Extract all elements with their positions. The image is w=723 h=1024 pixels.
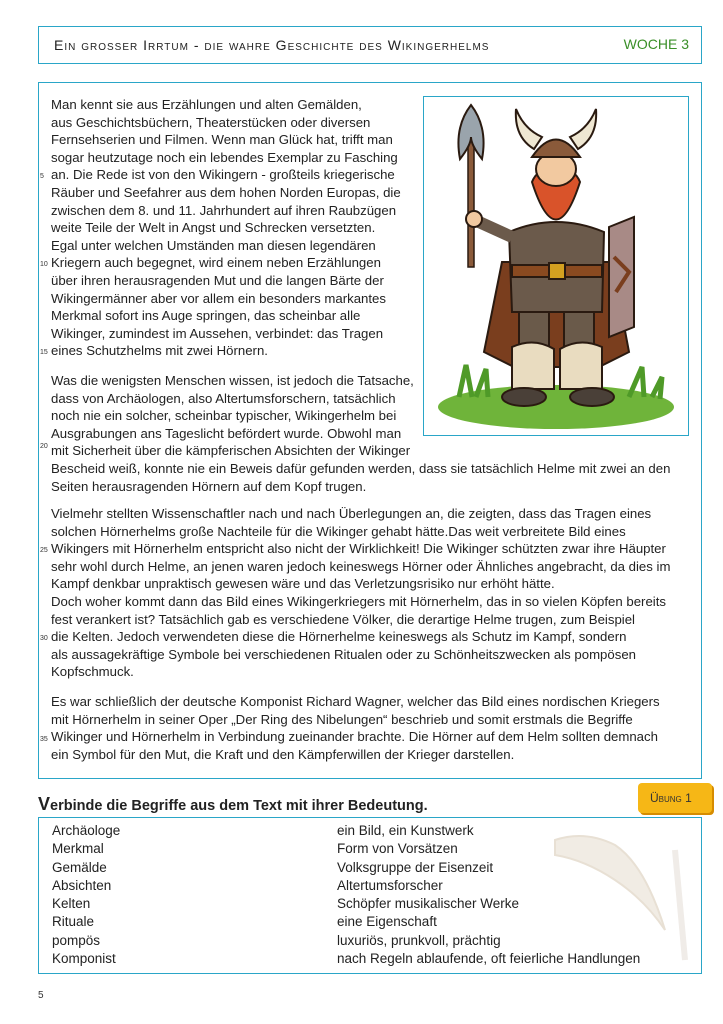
text-line: Doch woher kommt dann das Bild eines Wikingerkriegers mit Hörnerhelm, das in so vielen Köpfen bereits bbox=[51, 593, 666, 609]
text-line: eines Schutzhelms mit zwei Hörnern. bbox=[51, 343, 268, 359]
week-label: WOCHE 3 bbox=[623, 36, 689, 52]
page-title: Ein grosser Irrtum - die wahre Geschichte des Wikingerhelms bbox=[54, 37, 490, 53]
text-line: Ausgrabungen ans Tageslicht befördert wurde. Obwohl man bbox=[51, 425, 402, 441]
text-line: solchen Hörnerhelms große Nachteile für die Wikinger gehabt hätte.Das weit verbreitete Bild eines bbox=[51, 523, 626, 539]
exercise-initial: V bbox=[38, 794, 51, 814]
exercise-instruction-text: erbinde die Begriffe aus dem Text mit ihrer Bedeutung. bbox=[50, 798, 428, 814]
text-line: Fernsehserien und Filmen. Wenn man Glück hat, trifft man bbox=[51, 132, 393, 148]
text-line: mit Sicherheit über die kämpferischen Absichten der Wikinger bbox=[51, 443, 411, 459]
line-number: 30 bbox=[40, 635, 48, 642]
exercise-instruction bbox=[38, 794, 428, 815]
term-item: Absichten bbox=[52, 877, 112, 893]
term-item: pompös bbox=[52, 932, 101, 948]
text-line: sogar heutzutage noch ein lebendes Exemplar zu Fasching bbox=[51, 149, 398, 165]
line-number: 35 bbox=[40, 736, 48, 743]
text-line: dass von Archäologen, also Altertumsforschern, tatsächlich bbox=[51, 390, 396, 406]
text-line: Egal unter welchen Umständen man diesen legendären bbox=[51, 237, 376, 253]
text-line: Kampf denkbar unpraktisch gewesen wäre und das Verletzungsrisiko nur erhöht hätte. bbox=[51, 576, 555, 592]
text-line: Kriegern auch begegnet, wird einem neben Erzählungen bbox=[51, 255, 381, 271]
meaning-item: nach Regeln ablaufende, oft feierliche Handlungen bbox=[337, 951, 641, 967]
term-item: Merkmal bbox=[52, 841, 104, 857]
paragraph-1 bbox=[51, 96, 416, 360]
text-line: zwischen dem 8. und 11. Jahrhundert auf ihren Raubzügen bbox=[51, 202, 397, 218]
meaning-item: Form von Vorsätzen bbox=[337, 841, 458, 857]
text-line: Was die wenigsten Menschen wissen, ist jedoch die Tatsache, bbox=[51, 373, 414, 388]
exercise-badge-label: Übung 1 bbox=[650, 791, 692, 805]
text-line: fest verankert ist? Tatsächlich gab es verschiedene Völker, die derartige Helme trugen, zum Beispiel bbox=[51, 611, 635, 627]
right-horn bbox=[570, 109, 596, 149]
paragraph-4 bbox=[51, 693, 691, 763]
text-line: Bescheid weiß, konnte nie ein Beweis dafür gefunden werden, dass sie tatsächlich Helme mit zwei an den bbox=[51, 460, 671, 476]
title-box bbox=[38, 26, 702, 64]
text-line: Kopfschmuck. bbox=[51, 664, 134, 680]
term-item: Kelten bbox=[52, 896, 91, 912]
text-line: ein Symbol für den Mut, die Kraft und den Kämpferwillen der Krieger darstellen. bbox=[51, 746, 515, 762]
text-line: noch nie ein solcher, scheinbar typischer, Wikingerhelm bei bbox=[51, 408, 397, 424]
text-line: an. Die Rede ist von den Wikingern - großteils kriegerische bbox=[51, 167, 395, 183]
meaning-item: luxuriös, prunkvoll, prächtig bbox=[337, 932, 501, 948]
text-line: als aussagekräftige Symbole bei verschiedenen Ritualen oder zu Schönheitszwecken als pompösen bbox=[51, 646, 636, 662]
exercise-badge bbox=[638, 783, 712, 813]
term-item: Gemälde bbox=[52, 859, 107, 875]
term-item: Komponist bbox=[52, 951, 116, 967]
term-item: Archäologe bbox=[52, 823, 121, 838]
text-line: aus Geschichtsbüchern, Theaterstücken oder diversen bbox=[51, 114, 371, 130]
meaning-item: Schöpfer musikalischer Werke bbox=[337, 896, 520, 912]
line-number: 25 bbox=[40, 547, 48, 554]
terms-list bbox=[52, 822, 120, 968]
shield bbox=[609, 217, 634, 337]
text-line: Es war schließlich der deutsche Komponist Richard Wagner, welcher das Bild eines nordischen Kriegers bbox=[51, 694, 660, 709]
line-number: 15 bbox=[40, 349, 48, 356]
text-line: sehr wohl durch Helme, an jenen waren jedoch keineswegs Hörner oder Ähnliches angebracht, da dies im bbox=[51, 558, 671, 574]
text-line: Wikingers mit Hörnerhelm entspricht also nicht der Wirklichkeit! Die Wikinger schützten zwar ihre Häupter bbox=[51, 541, 666, 557]
text-line: Wikinger, zumindest im Aussehen, verbindet: das Tragen bbox=[51, 325, 384, 341]
text-line: weite Teile der Welt in Angst und Schrecken versetzten. bbox=[51, 220, 376, 236]
term-item: Rituale bbox=[52, 914, 95, 930]
text-line: Wikingermänner aber vor allem ein besonders markantes bbox=[51, 290, 386, 306]
axe-handle bbox=[468, 127, 474, 267]
text-line: Vielmehr stellten Wissenschaftler nach und nach Überlegungen an, die zeigten, dass das Tragen eines bbox=[51, 506, 652, 521]
text-line: Man kennt sie aus Erzählungen und alten Gemälden, bbox=[51, 97, 362, 112]
line-number: 5 bbox=[40, 173, 44, 180]
meaning-item: Altertumsforscher bbox=[337, 877, 443, 893]
text-line: Merkmal sofort ins Auge springen, das scheinbar alle bbox=[51, 308, 361, 324]
page-number: 5 bbox=[38, 990, 44, 1001]
text-line: Wikinger und Hörnerhelm in Verbindung zueinander brachte. Die Hörner auf dem Helm sollten demnach bbox=[51, 729, 658, 745]
paragraph-3 bbox=[51, 505, 691, 681]
text-line: Seiten herausragenden Hörnern auf dem Kopf trugen. bbox=[51, 478, 367, 494]
meanings-list bbox=[337, 822, 640, 968]
viking-drawing bbox=[424, 97, 687, 434]
left-horn bbox=[516, 109, 542, 149]
viking-illustration bbox=[423, 96, 689, 436]
text-line: die Kelten. Jedoch verwendeten diese die Hörnerhelme keineswegs als Schutz im Kampf, sondern bbox=[51, 629, 627, 645]
line-number: 10 bbox=[40, 261, 48, 268]
meaning-item: Volksgruppe der Eisenzeit bbox=[337, 859, 494, 875]
text-line: über ihren herausragenden Mut und die langen Bärte der bbox=[51, 272, 384, 288]
meaning-item: eine Eigenschaft bbox=[337, 914, 437, 930]
text-line: Räuber und Seefahrer aus dem hohen Norden Europas, die bbox=[51, 184, 401, 200]
meaning-item: ein Bild, ein Kunstwerk bbox=[337, 823, 474, 838]
text-line: mit Hörnerhelm in seiner Oper „Der Ring des Nibelungen“ beschrieb und somit erstmals die Begriffe bbox=[51, 711, 633, 727]
line-number: 20 bbox=[40, 443, 48, 450]
